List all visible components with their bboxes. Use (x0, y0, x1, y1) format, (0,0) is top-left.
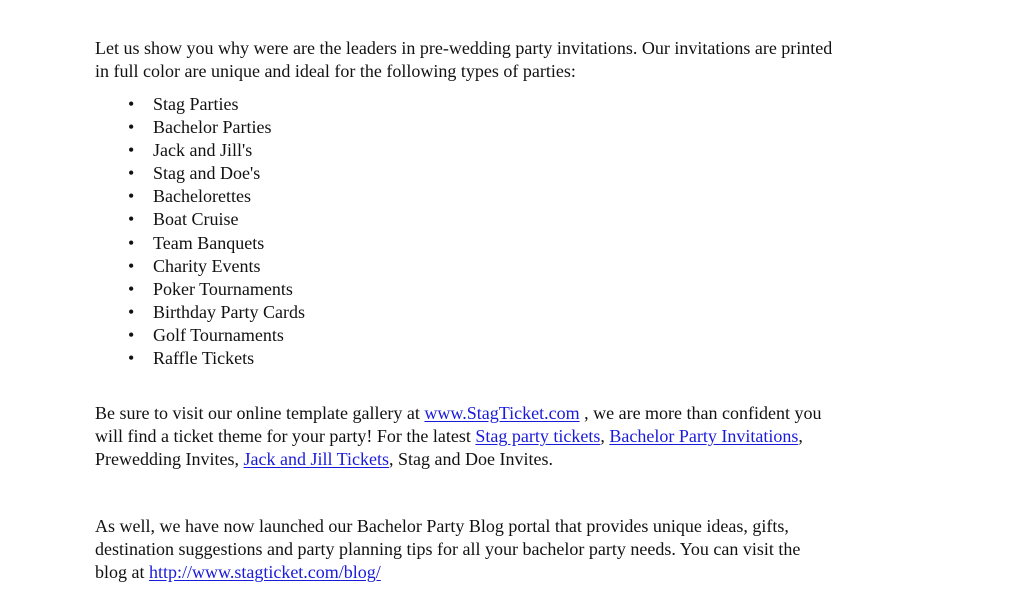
party-type-item (95, 208, 305, 231)
bullet-icon: • (128, 117, 135, 138)
party-type-item (95, 162, 305, 185)
party-type-label: Raffle Tickets (153, 348, 255, 369)
party-type-item (95, 255, 305, 278)
bullet-icon: • (128, 348, 135, 369)
bullet-icon: • (128, 232, 135, 253)
bullet-icon: • (128, 94, 135, 114)
party-type-item (95, 278, 305, 301)
visit-line-3 (95, 448, 975, 471)
blog-line-1: As well, we have now launched our Bachelor Party Blog portal that provides unique ideas, gifts, (95, 516, 789, 536)
bachelor-party-invitations-link[interactable]: Bachelor Party Invitations (609, 426, 799, 447)
party-type-item (95, 347, 305, 370)
bullet-icon: • (128, 163, 135, 184)
party-type-item (95, 116, 305, 139)
visit-text: , (600, 426, 610, 447)
party-type-label: Jack and Jill's (153, 140, 253, 161)
party-type-item (95, 301, 305, 324)
party-type-label: Boat Cruise (153, 209, 239, 230)
visit-text: Prewedding Invites, (95, 449, 244, 470)
party-types-list (95, 93, 305, 370)
party-type-label: Poker Tournaments (153, 278, 293, 299)
visit-text: , (798, 426, 803, 447)
jack-and-jill-tickets-link[interactable]: Jack and Jill Tickets (243, 449, 389, 470)
bullet-icon: • (128, 255, 135, 276)
party-type-item (95, 93, 305, 116)
bullet-icon: • (128, 186, 135, 207)
party-type-item (95, 139, 305, 162)
blog-url-link[interactable]: http://www.stagticket.com/blog/ (149, 562, 381, 583)
bullet-icon: • (128, 140, 135, 161)
intro-paragraph (95, 37, 975, 83)
party-type-label: Charity Events (153, 255, 261, 276)
visit-line-1 (95, 402, 975, 425)
visit-line-2 (95, 425, 975, 448)
party-type-label: Bachelor Parties (153, 117, 272, 138)
blog-line-3 (95, 561, 975, 584)
party-type-label: Team Banquets (153, 232, 265, 253)
visit-paragraph (95, 402, 975, 472)
blog-paragraph (95, 515, 975, 585)
stagticket-gallery-link[interactable]: www.StagTicket.com (424, 403, 580, 423)
party-type-item (95, 185, 305, 208)
party-type-item (95, 324, 305, 347)
party-type-label: Bachelorettes (153, 186, 251, 207)
blog-text: blog at (95, 562, 149, 583)
visit-text: Be sure to visit our online template gallery at (95, 403, 425, 423)
intro-line-2: in full color are unique and ideal for the following types of parties: (95, 61, 576, 82)
stag-party-tickets-link[interactable]: Stag party tickets (475, 426, 601, 447)
visit-text: will find a ticket theme for your party! For the latest (95, 426, 476, 447)
party-type-label: Golf Tournaments (153, 324, 284, 345)
blog-line-2: destination suggestions and party planning tips for all your bachelor party needs. You can visit the (95, 539, 801, 560)
party-type-label: Birthday Party Cards (153, 301, 305, 322)
visit-text: , we are more than confident you (579, 403, 822, 423)
bullet-icon: • (128, 278, 135, 299)
bullet-icon: • (128, 301, 135, 322)
party-type-label: Stag and Doe's (153, 163, 261, 184)
party-type-label: Stag Parties (153, 94, 239, 114)
bullet-icon: • (128, 209, 135, 230)
party-type-item (95, 232, 305, 255)
intro-line-1: Let us show you why were are the leaders in pre-wedding party invitations. Our invitations are printed (95, 38, 833, 58)
visit-text: , Stag and Doe Invites. (389, 449, 553, 470)
bullet-icon: • (128, 324, 135, 345)
